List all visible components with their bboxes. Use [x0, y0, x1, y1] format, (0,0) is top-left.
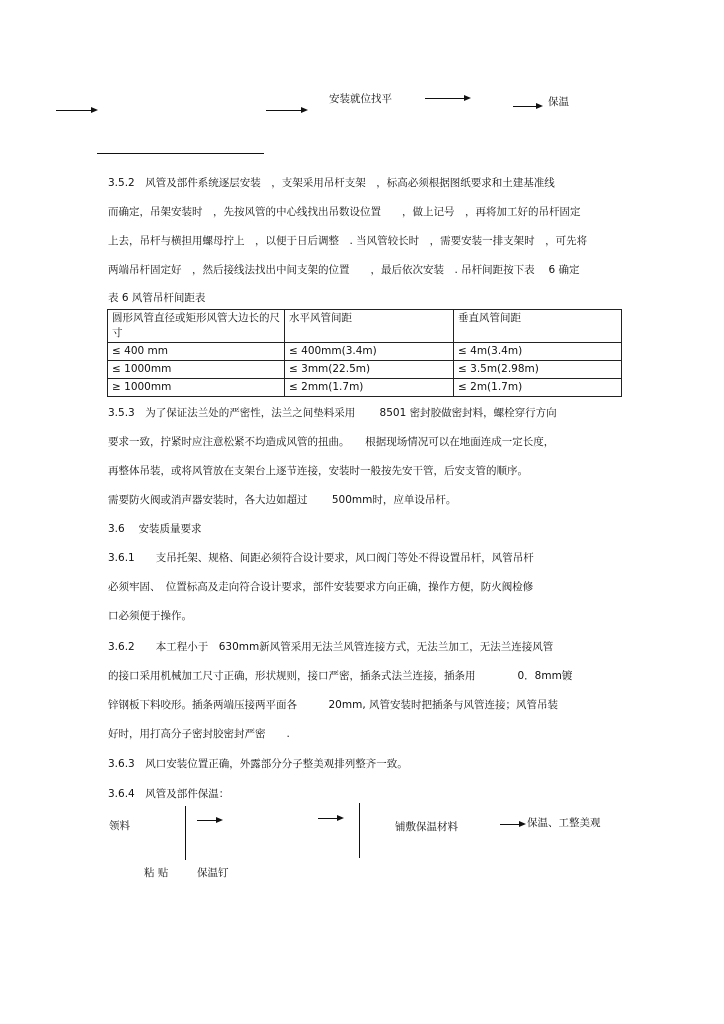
separator-line: [97, 153, 264, 154]
flow-arrow-1: [56, 110, 92, 111]
flow-bracket-left: [185, 806, 186, 860]
table-header-row: [108, 310, 622, 343]
text-line: 3.5.3 为了保证法兰处的严密性，法兰之间垫料采用 8501 密封胶做密封料，螺栓穿行方向: [108, 407, 557, 419]
flow-sub-paste: 粘 贴: [144, 867, 169, 879]
text-line: 必须牢固、 位置标高及走向符合设计要求，部件安装要求方向正确，操作方便，防火阀检修: [108, 581, 534, 593]
flow-step-insulation: 保温: [548, 96, 569, 108]
flow-step-material: 领料: [109, 820, 130, 832]
table-cell: ≤ 3.5m(2.98m): [454, 361, 622, 379]
flow-arrow-5: [197, 820, 217, 821]
table-title: 表 6 风管吊杆间距表: [108, 292, 206, 304]
table-row: [108, 343, 622, 361]
flow-step-install: 安装就位找平: [329, 93, 392, 105]
text-line: 两端吊杆固定好 ，然后接线法找出中间支架的位置 ，最后依次安装 . 吊杆间距按下表 6 确定: [108, 264, 580, 276]
text-line: 3.6.2 本工程小于 630mm新风管采用无法兰风管连接方式，无法兰加工，无法兰连接风管: [108, 641, 554, 653]
text-line: 锌钢板下料咬形。插条两端压接两平面各 20mm, 风管安装时把插条与风管连接；风管吊装: [108, 699, 558, 711]
text-line: 的接口采用机械加工尺寸正确，形状规则，接口严密，插条式法兰连接，插条用 0．8mm镀: [108, 670, 573, 682]
text-line: 需要防火阀或消声器安装时，各大边如超过 500mm时，应单设吊杆。: [108, 494, 457, 506]
table-cell: ≤ 3mm(22.5m): [285, 361, 454, 379]
flow-bracket-right: [359, 803, 360, 858]
table-cell: ≤ 2m(1.7m): [454, 379, 622, 397]
flow-arrow-3: [425, 98, 465, 99]
flow-step-lay-insulation: 铺敷保温材料: [395, 821, 458, 833]
text-line: 好时，用打高分子密封胶密封严密 .: [108, 728, 290, 740]
text-line: 口必须便于操作。: [108, 610, 192, 622]
flow-arrow-4: [513, 106, 537, 107]
flow-arrow-2: [266, 110, 302, 111]
flow-step-finish: 保温、工整美观: [527, 817, 601, 829]
text-line: 再整体吊装，或将风管放在支架台上逐节连接，安装时一般按先安干管，后安支管的顺序。: [108, 465, 528, 477]
text-line: 3.6.3 风口安装位置正确，外露部分分子整美观排列整齐一致。: [108, 758, 408, 770]
flow-arrow-7: [500, 824, 520, 825]
header-cell: 圆形风管直径或矩形风管大边长的尺寸: [108, 310, 285, 343]
hanger-spacing-table: [107, 309, 622, 397]
table-cell: ≥ 1000mm: [108, 379, 285, 397]
text-line: 3.6.1 支吊托架、规格、间距必须符合设计要求，风口阀门等处不得设置吊杆，风管吊杆: [108, 552, 534, 564]
text-line: 3.6.4 风管及部件保温：: [108, 788, 230, 800]
text-line: 要求一致，拧紧时应注意松紧不均造成风管的扭曲。 根据现场情况可以在地面连成一定长度，: [108, 436, 555, 448]
table-cell: ≤ 400mm(3.4m): [285, 343, 454, 361]
header-cell: 垂直风管间距: [454, 310, 622, 343]
text-line: 3.5.2 风管及部件系统逐层安装 ，支架采用吊杆支架 ，标高必须根据图纸要求和土建基准线: [108, 177, 555, 189]
table-cell: ≤ 4m(3.4m): [454, 343, 622, 361]
table-cell: ≤ 400 mm: [108, 343, 285, 361]
table-row: [108, 379, 622, 397]
table-row: [108, 361, 622, 379]
table-cell: ≤ 1000mm: [108, 361, 285, 379]
text-line: 而确定，吊架安装时 ，先按风管的中心线找出吊数设位置 ，做上记号 ，再将加工好的吊杆固定: [108, 206, 581, 218]
flow-arrow-6: [318, 818, 338, 819]
flow-sub-nail: 保温钉: [197, 867, 229, 879]
header-cell: 水平风管间距: [285, 310, 454, 343]
table-cell: ≤ 2mm(1.7m): [285, 379, 454, 397]
section-heading: 3.6 安装质量要求: [108, 523, 202, 535]
text-line: 上去，吊杆与横担用螺母拧上 ，以便于日后调整 . 当风管较长时 ，需要安装一排支架时 ，可先将: [108, 235, 588, 247]
